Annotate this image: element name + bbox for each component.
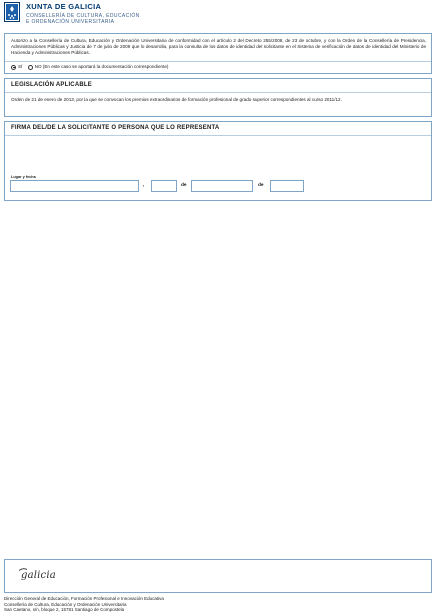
footer-line-department: Consellería de Cultura, Educación y Ordenación Universitaria <box>4 602 127 607</box>
footer-logo-box <box>4 559 432 593</box>
radio-yes-label: SÍ <box>18 64 23 69</box>
xunta-shield-icon <box>4 2 20 22</box>
de-separator: de <box>181 183 187 188</box>
comma-separator: , <box>143 183 145 188</box>
signature-title: FIRMA DEL/DE LA SOLICITANTE O PERSONA QUE LO REPRESENTA <box>11 125 220 131</box>
radio-no[interactable] <box>28 65 33 70</box>
month-input[interactable] <box>191 180 253 192</box>
divider <box>5 92 431 93</box>
year-input[interactable] <box>270 180 304 192</box>
legislation-section <box>4 78 432 117</box>
footer-line-directorate: Dirección General de Educación, Formación Profesional e Innovación Educativa <box>4 596 164 601</box>
footer-line-address: San Caetano, s/n, bloque 2, 15781 Santiago de Compostela <box>4 607 125 612</box>
department-name-line1: CONSELLERÍA DE CULTURA, EDUCACIÓN <box>26 13 140 19</box>
de-separator: de <box>258 183 264 188</box>
place-date-label: Lugar y fecha <box>11 175 36 179</box>
department-name-line2: E ORDENACIÓN UNIVERSITARIA <box>26 19 115 25</box>
divider <box>5 135 431 136</box>
legislation-text: Orden de 21 de enero de 2013, por la que se convocan los premios extraordinarios de formación profesional de grado superior correspondientes al curso 2011/12. <box>11 97 342 102</box>
radio-no-label: NO (En este caso se aportará la documentación correspondiente) <box>34 64 169 69</box>
page-header <box>4 2 304 24</box>
place-input[interactable] <box>10 180 139 192</box>
signature-section <box>4 121 432 201</box>
radio-yes[interactable] <box>11 65 16 70</box>
consent-text: Autorizo a la Consellería de Cultura, Educación y Ordenación Universitaria de conformidad con el artículo 2 del Decreto 255/2008, de 23 de octubre, y con la Orden de la Consellería de Presidencia, Administraciones Públicas y Justicia de 7 de julio de 2009 que lo desarrolla, para la consulta de los datos de identidad del solicitante en el Sistema de verificación de datos de identidad del Ministerio de Hacienda y Administraciones Públicas. <box>11 38 426 56</box>
galicia-logo: galicia <box>21 570 56 581</box>
legislation-title: LEGISLACIÓN APLICABLE <box>11 82 92 88</box>
day-input[interactable] <box>151 180 177 192</box>
divider <box>5 61 431 62</box>
org-name: XUNTA DE GALICIA <box>26 2 102 11</box>
consent-section <box>4 33 432 74</box>
consent-options <box>11 63 427 71</box>
